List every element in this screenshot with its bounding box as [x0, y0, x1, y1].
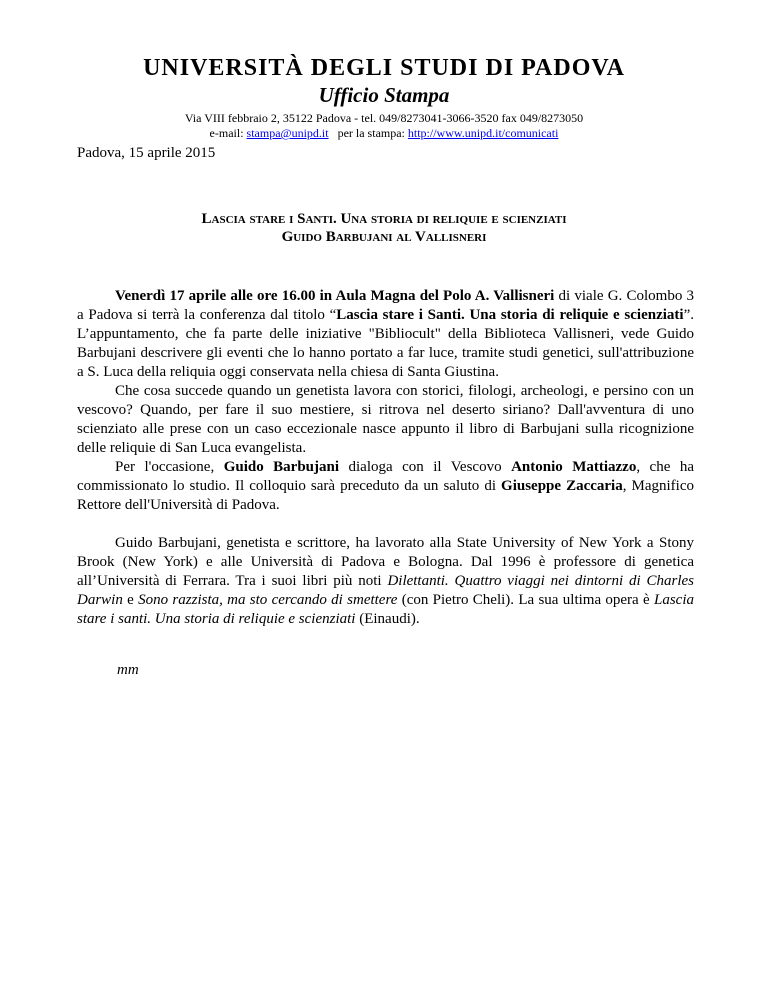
p4-text-4: (Einaudi).: [355, 611, 420, 627]
bishop-name: Antonio Mattiazzo: [511, 459, 637, 475]
paragraph-4: [77, 534, 694, 629]
paragraph-3: [77, 458, 694, 515]
office-name: Ufficio Stampa: [318, 83, 450, 107]
email-label: e-mail:: [209, 126, 247, 140]
signature-initials: mm: [117, 662, 139, 678]
p3-text-2: dialoga con il Vescovo: [339, 459, 512, 475]
title-line-2: Guido Barbujani al Vallisneri: [281, 229, 487, 245]
p4-text-1: Guido Barbujani, genetista e scrittore, ha lavorato alla State University of New York a Stony Brook (New York) e alle Università di Padova e Bologna. Dal 1996 è professore di genetica all’Università di Ferrara. Tra i suoi libri più noti: [77, 535, 694, 589]
conference-title: Lascia stare i Santi. Una storia di reliquie e scienziati: [336, 307, 684, 323]
p3-text-3: , che ha commissionato lo studio. Il colloquio sarà preceduto da un saluto di: [77, 459, 694, 494]
document-title: [0, 210, 768, 246]
p3-text-4: , Magnifico Rettore dell'Università di Padova.: [77, 478, 694, 513]
address-line: Via VIII febbraio 2, 35122 Padova - tel. 049/8273041-3066-3520 fax 049/8273050: [184, 111, 584, 125]
contact-line: [0, 126, 768, 141]
paragraph-2: Che cosa succede quando un genetista lavora con storici, filologi, archeologi, e persino con un vescovo? Quando, per fare il suo mestiere, si ritrova nel deserto siriano? Dall'avventura di uno scienziato alle prese con un caso eccezionale nasce appunto il libro di Barbujani sulla ricognizione delle reliquie di San Luca evangelista.: [77, 383, 694, 456]
letterhead: [0, 54, 768, 141]
rector-name: Giuseppe Zaccaria: [501, 478, 623, 494]
event-details: Venerdì 17 aprile alle ore 16.00 in Aula Magna del Polo A. Vallisneri: [115, 288, 555, 304]
p1-text-2: ”. L’appuntamento, che fa parte delle iniziative "Bibliocult" della Biblioteca Vallisneri, vede Guido Barbujani descrivere gli eventi che lo hanno portato a far luce, tramite studi genetici, sull'attribuzione a S. Luca della reliquia oggi conservata nella chiesa di Santa Giustina.: [77, 307, 694, 380]
p3-text-1: Per l'occasione,: [115, 459, 224, 475]
press-link[interactable]: http://www.unipd.it/comunicati: [407, 126, 559, 140]
email-link[interactable]: stampa@unipd.it: [246, 126, 329, 140]
document-date: Padova, 15 aprile 2015: [77, 145, 216, 161]
press-label: per la stampa:: [337, 126, 408, 140]
paragraph-1: [77, 287, 694, 382]
book-title-3: Lascia stare i santi. Una storia di reliquie e scienziati: [77, 592, 694, 627]
p4-text-2: e: [122, 592, 139, 608]
book-title-2: Sono razzista, ma sto cercando di smettere: [138, 592, 398, 608]
university-name: UNIVERSITÀ DEGLI STUDI DI PADOVA: [143, 55, 625, 81]
book-title-1: Dilettanti. Quattro viaggi nei dintorni di Charles Darwin: [77, 573, 694, 608]
title-line-1: Lascia stare i Santi. Una storia di reliquie e scienziati: [201, 211, 567, 227]
p4-text-3: (con Pietro Cheli). La sua ultima opera è: [397, 592, 654, 608]
body-text: [77, 287, 694, 629]
speaker-name: Guido Barbujani: [223, 459, 340, 475]
p1-text-1: di viale G. Colombo 3 a Padova si terrà la conferenza dal titolo “: [77, 288, 695, 323]
